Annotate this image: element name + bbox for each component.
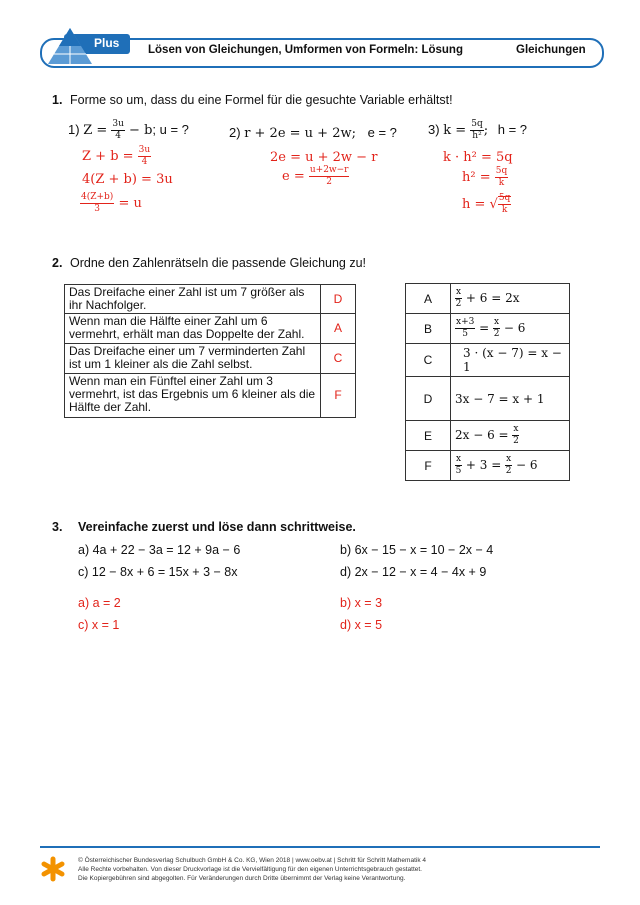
equation-cell: $\frac{x}{2}$ + 6 = 2x <box>451 284 570 314</box>
task1-b-equation <box>229 125 397 141</box>
equation-letter: B <box>406 314 451 344</box>
puzzle-answer: D <box>321 285 356 314</box>
equation-letter: D <box>406 377 451 421</box>
task1-a-label: 1) <box>68 122 80 137</box>
task1-c-question: h = ? <box>497 122 528 137</box>
page-title: Lösen von Gleichungen, Umformen von Formeln: Lösung <box>148 44 463 56</box>
chapter-label: Gleichungen <box>516 44 586 56</box>
puzzle-text: Das Dreifache einer Zahl ist um 7 größer als ihr Nachfolger. <box>65 285 321 314</box>
table-row <box>406 451 570 481</box>
equation-cell: $\frac{x+3}{5}$ = $\frac{x}{2}$ − 6 <box>451 314 570 344</box>
task3-solution-d: d) x = 5 <box>340 618 383 632</box>
task3-solution-a: a) a = 2 <box>78 596 121 610</box>
task1-b-question: e = ? <box>367 125 397 140</box>
footer-copyright: © Österreichischer Bundesverlag Schulbuch GmbH & Co. KG, Wien 2018 | www.oebv.at | Schritt für Schritt Mathematik 4 <box>78 857 426 864</box>
table-row <box>406 314 570 344</box>
equation-letter: A <box>406 284 451 314</box>
task3-solution-b: b) x = 3 <box>340 596 383 610</box>
task2-number: 2. <box>52 256 63 270</box>
task1-b-label: 2) <box>229 125 241 140</box>
task1-c-solution-1: k · h² = 5q <box>443 150 513 165</box>
task1-a-solution-1: Z + b = $\frac{3u}{4}$ <box>82 145 151 167</box>
plus-badge: Plus <box>94 36 120 50</box>
task1-text: Forme so um, dass du eine Formel für die gesuchte Variable erhältst! <box>70 93 453 107</box>
task3-solution-c: c) x = 1 <box>78 618 120 632</box>
task1-b-solution-1: 2e = u + 2w − r <box>270 150 378 165</box>
task2-text: Ordne den Zahlenrätseln die passende Gleichung zu! <box>70 256 367 270</box>
oebv-star-icon <box>40 856 66 882</box>
equation-cell: 2x − 6 = $\frac{x}{2}$ <box>451 421 570 451</box>
task1-b-eq: r + 2e = u + 2w; <box>244 126 356 141</box>
task1-a-equation: 1) Z = $\frac{3u}{4}$ − b; u = ? <box>68 119 189 141</box>
task1-number: 1. <box>52 93 63 107</box>
task3-b: b) 6x − 15 − x = 10 − 2x − 4 <box>340 543 494 557</box>
table-row <box>65 285 356 314</box>
table-row <box>406 421 570 451</box>
puzzle-text: Wenn man die Hälfte einer Zahl um 6 vermehrt, erhält man das Doppelte der Zahl. <box>65 314 321 344</box>
task1-a-solution-2: 4(Z + b) = 3u <box>82 172 173 187</box>
footer-fees: Die Kopiergebühren sind abgegolten. Für Veränderungen durch Dritte übernimmt der Verlag keine Verantwortung. <box>78 875 406 882</box>
task1-c-label: 3) <box>428 122 440 137</box>
task1-a-question: ; u = ? <box>152 122 189 137</box>
table-row <box>65 374 356 418</box>
task1-c-solution-3: h = √ $\frac{5q}{k}$ <box>462 193 511 215</box>
task3-d: d) 2x − 12 − x = 4 − 4x + 9 <box>340 565 487 579</box>
equation-table <box>405 283 570 481</box>
puzzle-text: Das Dreifache einer um 7 verminderten Zahl ist um 1 kleiner als die Zahl selbst. <box>65 344 321 374</box>
puzzle-answer: F <box>321 374 356 418</box>
puzzle-text: Wenn man ein Fünftel einer Zahl um 3 vermehrt, ist das Ergebnis um 6 kleiner als die Hälfte der Zahl. <box>65 374 321 418</box>
task3-a: a) 4a + 22 − 3a = 12 + 9a − 6 <box>78 543 241 557</box>
equation-cell: 3x − 7 = x + 1 <box>451 377 570 421</box>
equation-cell: 3 · (x − 7) = x − 1 <box>451 344 570 377</box>
task3-number: 3. <box>52 520 63 534</box>
equation-letter: F <box>406 451 451 481</box>
footer-rights: Alle Rechte vorbehalten. Von dieser Druckvorlage ist die Vervielfältigung für den eigenen Unterrichtsgebrauch gestattet. <box>78 866 422 873</box>
equation-letter: C <box>406 344 451 377</box>
task1-b-solution-2: e = $\frac{u+2w-r}{2}$ <box>282 165 349 187</box>
table-row <box>65 344 356 374</box>
task1-c-solution-2: h² = $\frac{5q}{k}$ <box>462 166 508 188</box>
table-row <box>406 284 570 314</box>
footer-divider <box>40 846 600 848</box>
task3-text: Vereinfache zuerst und löse dann schrittweise. <box>78 520 356 534</box>
equation-cell: $\frac{x}{5}$ + 3 = $\frac{x}{2}$ − 6 <box>451 451 570 481</box>
puzzle-answer: C <box>321 344 356 374</box>
table-row <box>406 344 570 377</box>
table-row <box>65 314 356 344</box>
task3-c: c) 12 − 8x + 6 = 15x + 3 − 8x <box>78 565 238 579</box>
task1-c-equation: 3) k = $\frac{5q}{\text{h²}}$ ; h = ? <box>428 119 528 141</box>
table-row <box>406 377 570 421</box>
puzzle-table <box>64 284 356 418</box>
equation-letter: E <box>406 421 451 451</box>
puzzle-answer: A <box>321 314 356 344</box>
task1-a-solution-3: $\frac{4(Z+b)}{3}$ = u <box>81 192 142 214</box>
